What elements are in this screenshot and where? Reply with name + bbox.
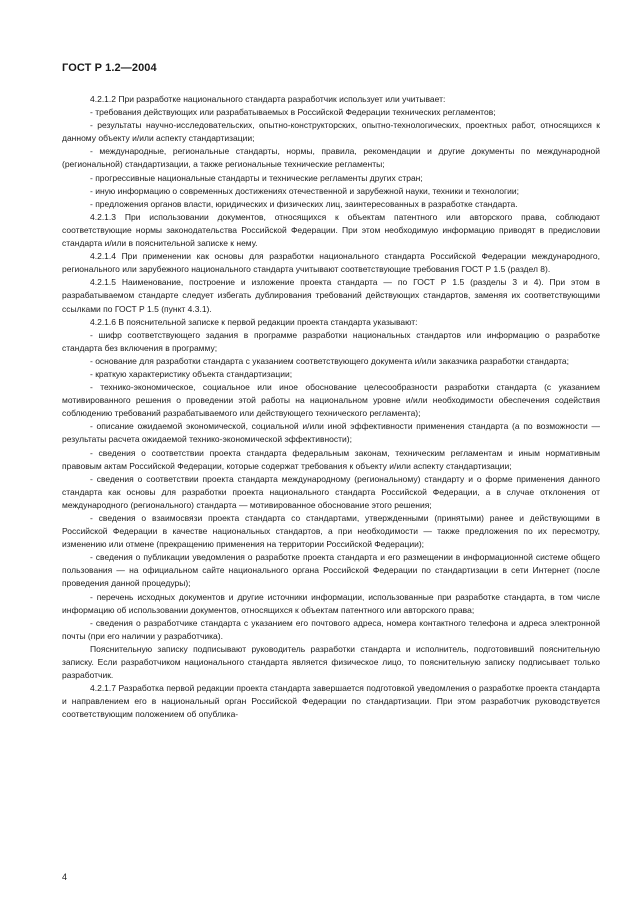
- list-item: - краткую характеристику объекта стандартизации;: [90, 368, 293, 379]
- clause-4-2-1-3: 4.2.1.3 При использовании документов, относящихся к объектам патентного или авторского права, соблюдают соответствующие нормы законодательства Российской Федерации. При этом необходимую информацию приводят в предисловии стандарта и/или в пояснительной записке к нему.: [62, 211, 600, 249]
- list-item: - требования действующих или разрабатываемых в Российской Федерации технических регламентов;: [90, 107, 496, 118]
- list-item: - сведения о соответствии проекта стандарта международному (региональному) стандарту и о форме применения данного стандарта как основы для разработки проекта национального стандарта Российской Федерации, а в случае отклонения от международного (регионального) стандарта — мотивированное обоснование этого решения;: [62, 473, 600, 510]
- list-item: - предложения органов власти, юридических и физических лиц, заинтересованных в разработке стандарта.: [90, 198, 518, 209]
- clause-4-2-1-7: 4.2.1.7 Разработка первой редакции проекта стандарта завершается подготовкой уведомления о разработке проекта стандарта и направлением его в национальный орган Российской Федерации по стандартизации. При этом разработчик руководствуется соответствующим положением об опублика-: [62, 683, 600, 720]
- clause-4-2-1-2: 4.2.1.2 При разработке национального стандарта разработчик использует или учитывает:: [90, 94, 446, 104]
- list-item: - перечень исходных документов и другие источники информации, использованные при разработке стандарта, в том числе информацию об использовании документов, относящихся к объектам патентного или авторского права;: [62, 591, 600, 615]
- signature-paragraph: Пояснительную записку подписывают руководитель разработки стандарта и исполнитель, подготовивший пояснительную записку. Если разработчиком национального стандарта является физическое лицо, то пояснительную записку подписывает только разработчик.: [62, 643, 600, 681]
- list-item: - шифр соответствующего задания в программе разработки национальных стандартов или информацию о разработке стандарта без включения в программу;: [62, 329, 600, 353]
- clause-4-2-1-4: 4.2.1.4 При применении как основы для разработки национального стандарта Российской Федерации международного, регионального или зарубежного национального стандарта учитывают соответствующие требования ГОСТ Р 1.5 (раздел 8).: [62, 251, 600, 275]
- list-item: - описание ожидаемой экономической, социальной и/или иной эффективности применения стандарта (а по возможности — результаты расчета ожидаемой технико-экономической эффективности);: [62, 421, 600, 445]
- list-item: - технико-экономическое, социальное или иное обоснование целесообразности разработки стандарта (с указанием мотивированного решения о проведении этой работы на национальном уровне и/или необходимости обеспечения содействия соблюдению требований разрабатываемого или действующего технического регламента);: [62, 382, 600, 419]
- list-item: - прогрессивные национальные стандарты и технические регламенты других стран;: [90, 172, 423, 183]
- list-item: - иную информацию о современных достижениях отечественной и зарубежной науки, техники и технологии;: [90, 185, 519, 196]
- page-number: 4: [62, 872, 68, 882]
- list-item: - результаты научно-исследовательских, опытно-конструкторских, опытно-технологических, проектных работ, относящихся к данному объекту и/или аспекту стандартизации;: [62, 120, 600, 144]
- list-item: - сведения о взаимосвязи проекта стандарта со стандартами, утвержденными (принятыми) ранее и действующими в Российской Федерации в качестве национальных стандартов, а при необходимости — также предложения по их пересмотру, изменению или отмене (прекращению применения на территории Российской Федерации);: [62, 513, 600, 550]
- list-item: - основание для разработки стандарта с указанием соответствующего документа и/или заказчика разработки стандарта;: [90, 355, 569, 366]
- list-item: - сведения о разработчике стандарта с указанием его почтового адреса, номера контактного телефона и адреса электронной почты (при его наличии у разработчика).: [62, 617, 600, 641]
- clause-4-2-1-5: 4.2.1.5 Наименование, построение и изложение проекта стандарта — по ГОСТ Р 1.5 (разделы 3 и 4). При этом в разрабатываемом стандарте следует избегать дублирования требований действующих стандартов, заменяя их соответствующими ссылками по ГОСТ Р 1.5 (пункт 4.3.1).: [62, 277, 600, 314]
- list-item: - сведения о публикации уведомления о разработке проекта стандарта и его размещении в информационной системе общего пользования — на официальном сайте национального органа Российской Федерации по стандартизации в сети Интернет (после проведения данной процедуры);: [62, 552, 600, 589]
- list-item: - сведения о соответствии проекта стандарта федеральным законам, техническим регламентам и иным нормативным правовым актам Российской Федерации, которые содержат требования к объекту и/или аспекту стандартизации;: [62, 447, 600, 471]
- list-item: - международные, региональные стандарты, нормы, правила, рекомендации и другие документы по международной (региональной) стандартизации, а также региональные технические регламенты;: [62, 146, 600, 170]
- document-body: [62, 93, 600, 722]
- clause-4-2-1-6: 4.2.1.6 В пояснительной записке к первой редакции проекта стандарта указывают:: [90, 316, 418, 327]
- document-header: ГОСТ Р 1.2—2004: [62, 62, 157, 74]
